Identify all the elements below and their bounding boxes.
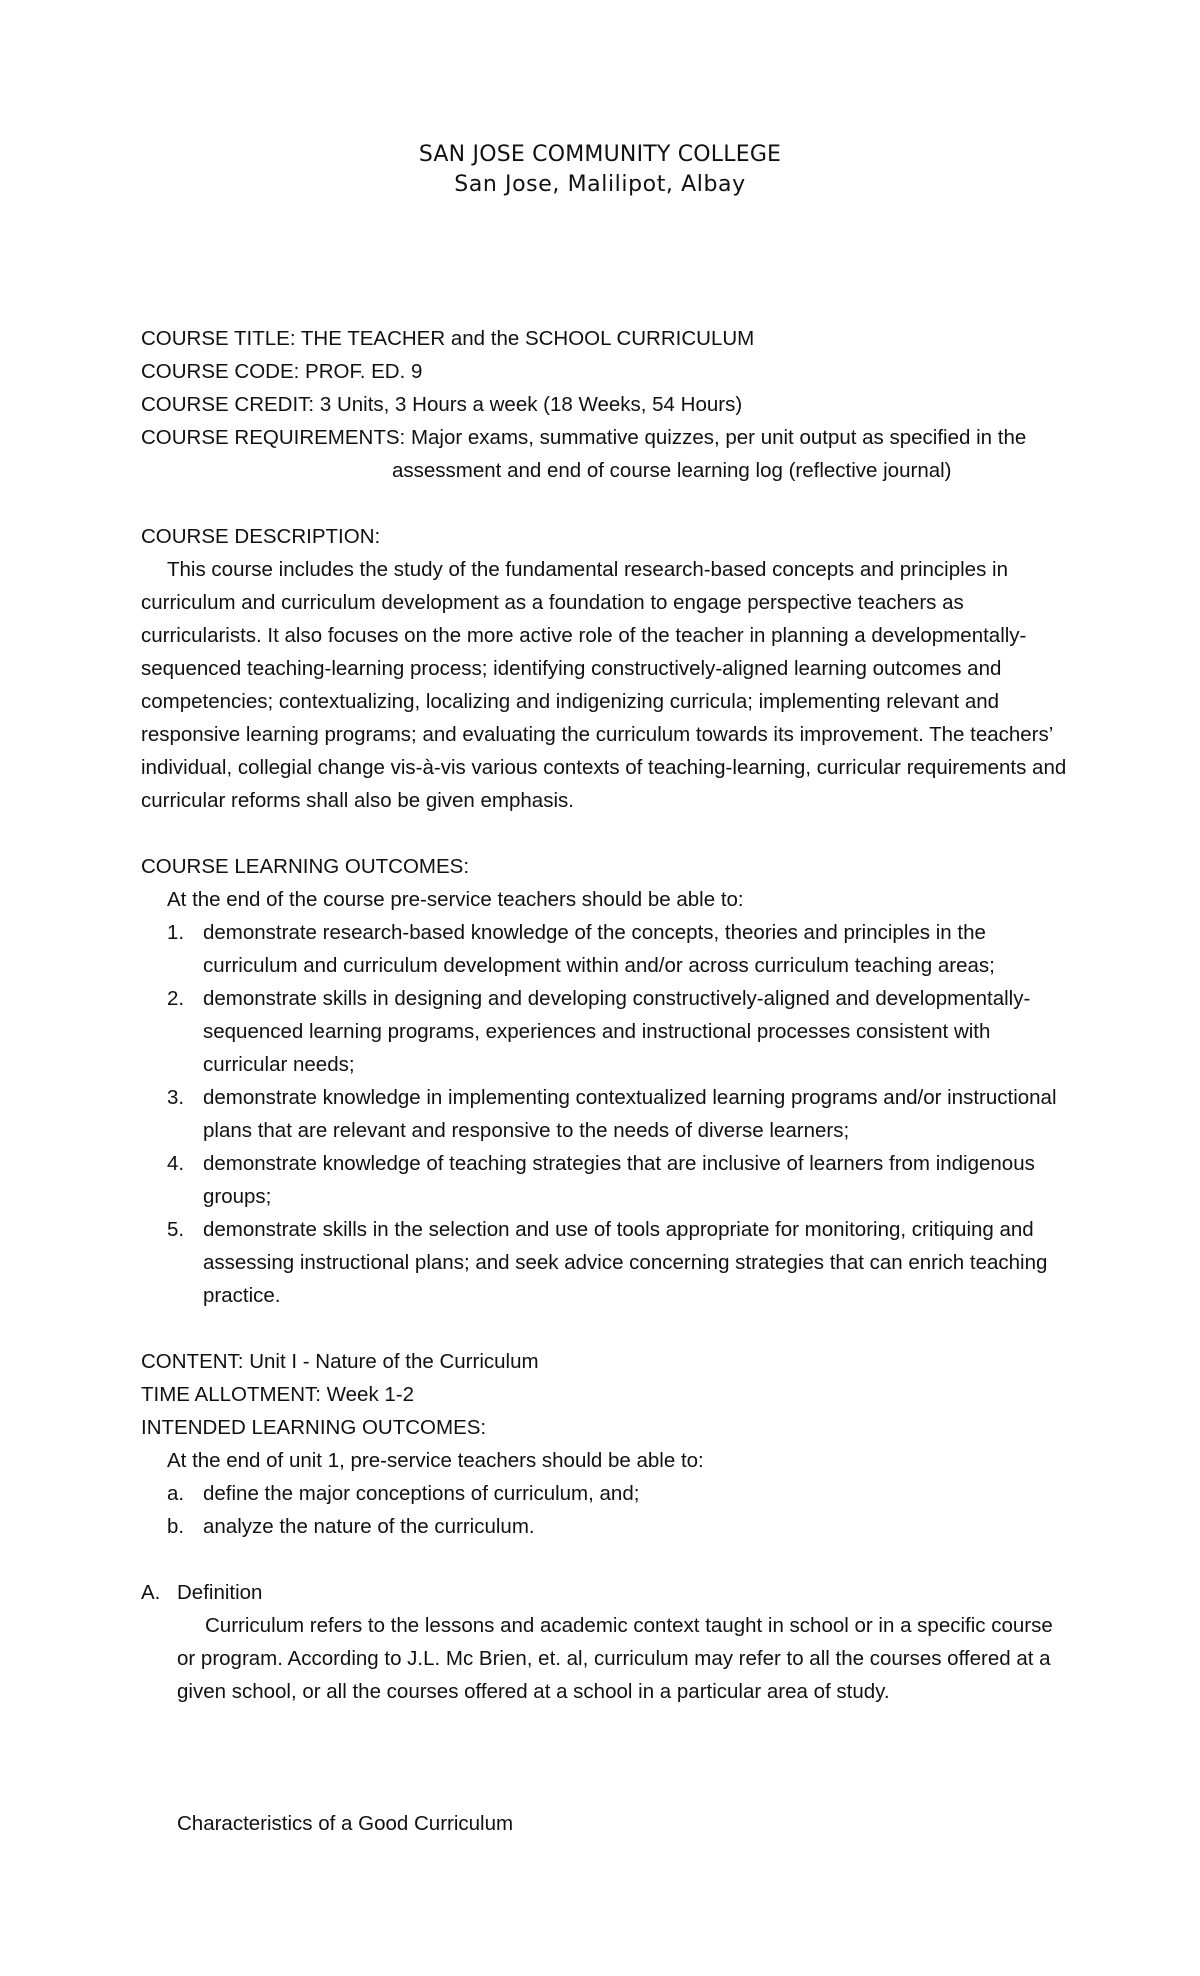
course-credit-label: COURSE CREDIT: (141, 393, 315, 416)
list-item-number: 3. (167, 1086, 185, 1109)
list-item-text: analyze the nature of the curriculum. (203, 1515, 535, 1538)
course-description-body: This course includes the study of the fundamental research-based concepts and principles in curriculum and curriculum development as a foundation to engage perspective teachers as curricularists. It also focuses on the more active role of the teacher in planning a developmentally-sequenced teaching-learning process; identifying constructively-aligned learning outcomes and competencies; contextualizing, localizing and indigenizing curricula; implementing relevant and responsive learning programs; and evaluating the curriculum towards its improvement. The teachers’ individual, collegial change vis-à-vis various contexts of teaching-learning, curricular requirements and curricular reforms shall also be given emphasis. (141, 558, 1067, 812)
course-description-heading: COURSE DESCRIPTION: (141, 525, 381, 548)
course-credit-value: 3 Units, 3 Hours a week (18 Weeks, 54 Hours) (319, 393, 743, 416)
document-body (141, 322, 1071, 1840)
intended-outcomes-list (141, 1477, 1071, 1543)
spacer (141, 1774, 1071, 1807)
intended-outcomes-intro: At the end of unit 1, pre-service teachers should be able to: (167, 1449, 704, 1472)
course-code-label: COURSE CODE: (141, 360, 300, 383)
list-item-text: demonstrate research-based knowledge of the concepts, theories and principles in the curriculum and curriculum development within and/or across curriculum teaching areas; (203, 921, 995, 977)
course-title-label: COURSE TITLE: (141, 327, 296, 350)
definition-body: Curriculum refers to the lessons and academic context taught in school or in a specific course or program. According to J.L. Mc Brien, et. al, curriculum may refer to all the courses offered at a given school, or all the courses offered at a school in a particular area of study. (177, 1614, 1053, 1703)
list-item-text: demonstrate skills in the selection and use of tools appropriate for monitoring, critiquing and assessing instructional plans; and seek advice concerning strategies that can enrich teaching practice. (203, 1218, 1048, 1307)
list-item-text: define the major conceptions of curriculum, and; (203, 1482, 640, 1505)
list-item-number: 4. (167, 1152, 185, 1175)
list-item-text: demonstrate knowledge in implementing contextualized learning programs and/or instructional plans that are relevant and responsive to the needs of diverse learners; (203, 1086, 1057, 1142)
list-item (141, 916, 1071, 982)
list-item (141, 1510, 1071, 1543)
course-outcomes-heading: COURSE LEARNING OUTCOMES: (141, 855, 470, 878)
list-item (141, 1081, 1071, 1147)
list-item-text: demonstrate knowledge of teaching strategies that are inclusive of learners from indigenous groups; (203, 1152, 1035, 1208)
institution-name: SAN JOSE COMMUNITY COLLEGE (418, 142, 782, 167)
list-item-number: 1. (167, 921, 185, 944)
definition-heading-line (141, 1576, 1071, 1609)
list-item (141, 1213, 1071, 1312)
spacer (141, 1543, 1071, 1576)
list-item-letter: b. (167, 1515, 185, 1538)
list-item (141, 1477, 1071, 1510)
course-credit-line (141, 388, 1071, 421)
course-code-value: PROF. ED. 9 (305, 360, 423, 383)
institution-address: San Jose, Malilipot, Albay (454, 172, 746, 197)
spacer (141, 1708, 1071, 1741)
unit-content-line: CONTENT: Unit I - Nature of the Curriculum (141, 1350, 539, 1373)
characteristics-heading: Characteristics of a Good Curriculum (177, 1812, 514, 1835)
course-requirements-line (141, 421, 1071, 454)
course-requirements-label: COURSE REQUIREMENTS: (141, 426, 406, 449)
spacer (141, 817, 1071, 850)
list-item (141, 1147, 1071, 1213)
list-item-number: 5. (167, 1218, 185, 1241)
course-code-line (141, 355, 1071, 388)
spacer (141, 487, 1071, 520)
course-requirements-value-line1: Major exams, summative quizzes, per unit output as specified in the (410, 426, 1027, 449)
definition-heading: Definition (177, 1581, 263, 1604)
course-title-value: THE TEACHER and the SCHOOL CURRICULUM (300, 327, 755, 350)
course-outcomes-intro: At the end of the course pre-service teachers should be able to: (167, 888, 744, 911)
course-title-line (141, 322, 1071, 355)
document-header (0, 140, 1200, 200)
list-item-text: demonstrate skills in designing and developing constructively-aligned and developmentally-sequenced learning programs, experiences and instructional processes consistent with curricular needs; (203, 987, 1031, 1076)
definition-letter: A. (141, 1581, 161, 1604)
spacer (141, 1741, 1071, 1774)
intended-outcomes-heading: INTENDED LEARNING OUTCOMES: (141, 1416, 487, 1439)
list-item (141, 982, 1071, 1081)
course-outcomes-list (141, 916, 1071, 1312)
list-item-number: 2. (167, 987, 185, 1010)
course-requirements-value-line2: assessment and end of course learning log (reflective journal) (392, 459, 952, 482)
list-item-letter: a. (167, 1482, 185, 1505)
unit-time-allotment-line: TIME ALLOTMENT: Week 1-2 (141, 1383, 415, 1406)
spacer (141, 1312, 1071, 1345)
